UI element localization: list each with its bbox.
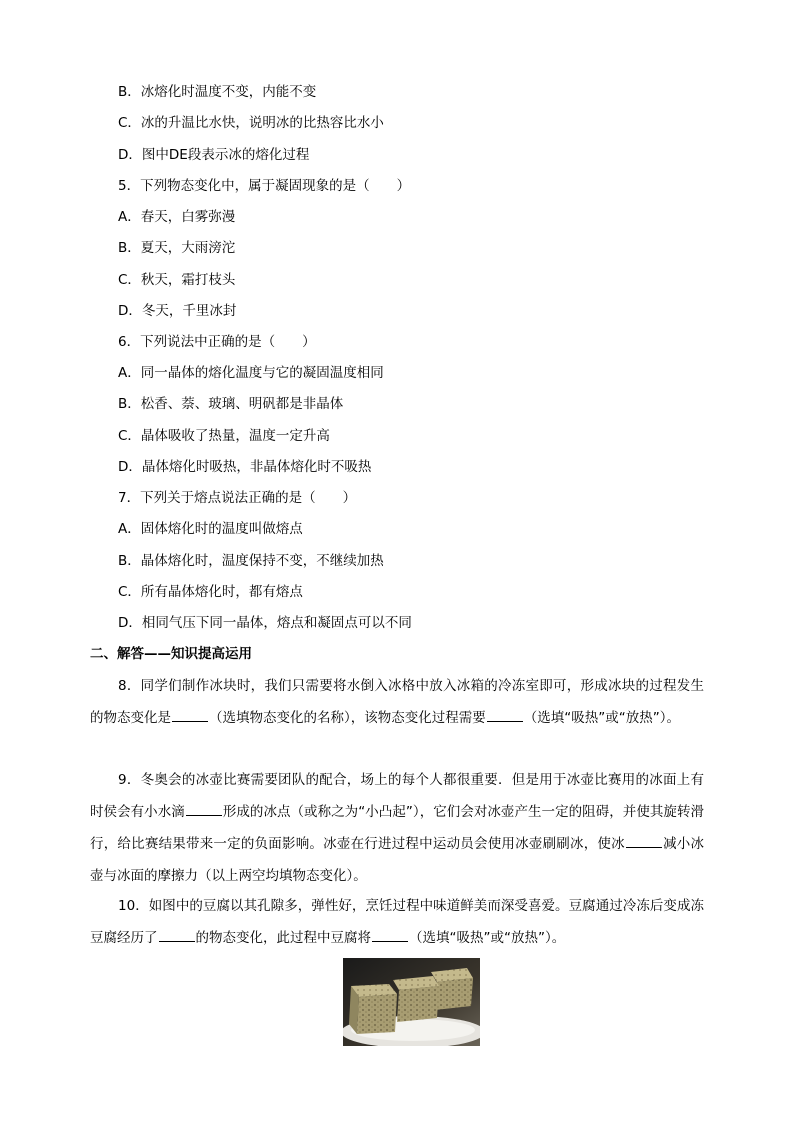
- q6-option-b: B．松香、萘、玻璃、明矾都是非晶体: [118, 396, 344, 412]
- q4-option-c: C．冰的升温比水快，说明冰的比热容比水小: [118, 115, 384, 131]
- q5-option-d: D．冬天，千里冰封: [118, 303, 237, 319]
- q7-option-c: C．所有晶体熔化时，都有熔点: [118, 584, 303, 600]
- q5-stem: 5．下列物态变化中，属于凝固现象的是（ ）: [118, 178, 411, 194]
- answer-blank[interactable]: [172, 708, 208, 722]
- question-8: [90, 670, 704, 734]
- q8-text-2: （选填物态变化的名称），该物态变化过程需要: [209, 710, 486, 726]
- q6-option-a: A．同一晶体的熔化温度与它的凝固温度相同: [118, 365, 384, 381]
- frozen-tofu-photo: [343, 958, 480, 1046]
- q7-option-b: B．晶体熔化时，温度保持不变，不继续加热: [118, 553, 384, 569]
- q4-option-b: B．冰熔化时温度不变，内能不变: [118, 84, 317, 100]
- answer-blank[interactable]: [159, 928, 195, 942]
- q6-option-d: D．晶体熔化时吸热，非晶体熔化时不吸热: [118, 459, 372, 475]
- q6-stem: 6．下列说法中正确的是（ ）: [118, 334, 316, 350]
- q5-option-b: B．夏天，大雨滂沱: [118, 240, 236, 256]
- q9-text-3: 减小冰壶与冰面的摩擦力（以上两空均填物态变化）。: [90, 836, 705, 884]
- q5-option-c: C．秋天，霜打枝头: [118, 272, 236, 288]
- tofu-block-middle: [393, 976, 439, 1022]
- answer-blank[interactable]: [487, 708, 523, 722]
- q8-text-1: 8．同学们制作冰块时，我们只需要将水倒入冰格中放入冰箱的冷冻室即可，形成冰块的过程发生的物态变化是: [90, 678, 704, 726]
- answer-blank[interactable]: [186, 802, 222, 816]
- answer-blank[interactable]: [626, 834, 662, 848]
- tofu-block-front: [349, 984, 397, 1034]
- q7-option-a: A．固体熔化时的温度叫做熔点: [118, 521, 303, 537]
- q10-text-2: 的物态变化，此过程中豆腐将: [195, 930, 371, 946]
- q7-stem: 7．下列关于熔点说法正确的是（ ）: [118, 490, 357, 506]
- q4-option-d: D．图中DE段表示冰的熔化过程: [118, 147, 310, 163]
- section-heading: 二、解答——知识提高运用: [90, 646, 252, 662]
- q7-option-d: D．相同气压下同一晶体，熔点和凝固点可以不同: [118, 615, 412, 631]
- q9-text-2: 形成的冰点（或称之为“小凸起”），它们会对冰壶产生一定的阻碍，并使其旋转滑行，给比赛结果带来一定的负面影响。冰壶在行进过程中运动员会使用冰壶刷刷冰，使冰: [90, 804, 704, 852]
- question-9: [90, 764, 704, 892]
- q9-text-1: 9．冬奥会的冰壶比赛需要团队的配合，场上的每个人都很重要．但是用于冰壶比赛用的冰面上有时侯会有小水滴: [90, 772, 704, 820]
- q10-text-3: （选填“吸热”或“放热”）。: [409, 930, 566, 946]
- question-10: [90, 890, 704, 954]
- q8-text-3: （选填“吸热”或“放热”）。: [523, 710, 680, 726]
- q6-option-c: C．晶体吸收了热量，温度一定升高: [118, 428, 330, 444]
- q5-option-a: A．春天，白雾弥漫: [118, 209, 236, 225]
- q10-text-1: 10．如图中的豆腐以其孔隙多，弹性好，烹饪过程中味道鲜美而深受喜爱。豆腐通过冷冻后变成冻豆腐经历了: [90, 898, 704, 946]
- answer-blank[interactable]: [372, 928, 408, 942]
